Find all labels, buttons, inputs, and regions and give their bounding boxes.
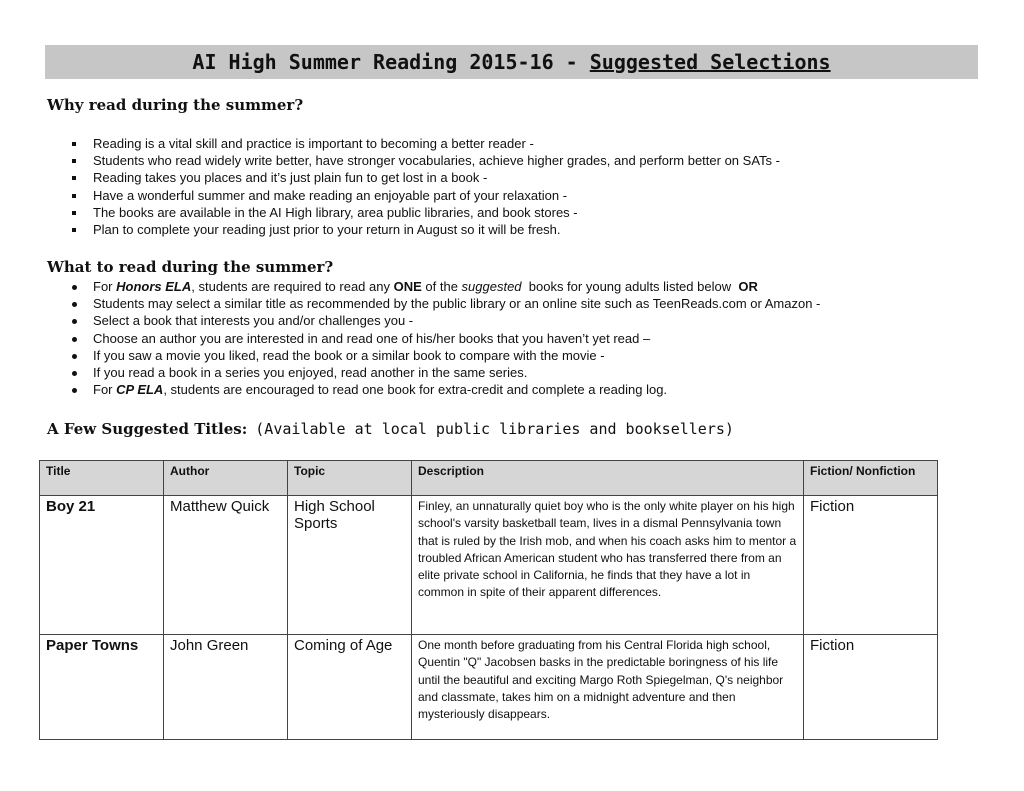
suggested-titles-heading	[47, 420, 734, 439]
table-row	[40, 496, 938, 635]
one-text: ONE	[393, 279, 422, 294]
book-table	[39, 460, 938, 740]
book-author: Matthew Quick	[164, 496, 288, 635]
column-header-description: Description	[412, 461, 804, 496]
document-title-underlined: Suggested Selections	[589, 50, 831, 74]
document-title: AI High Summer Reading 2015-16 -	[192, 50, 590, 74]
book-description: One month before graduating from his Central Florida high school, Quentin "Q" Jacobsen basks in the predictable boringness of his life until the beautiful and exciting Margo Roth Spiegelman, Q's neighbor and classmate, takes him on a midnight adventure and then mysteriously disappears.	[412, 635, 804, 740]
book-genre: Fiction	[804, 496, 938, 635]
why-heading: Why read during the summer?	[47, 96, 304, 114]
book-topic: High School Sports	[288, 496, 412, 635]
book-title: Paper Towns	[40, 635, 164, 740]
what-heading: What to read during the summer?	[47, 258, 334, 276]
document-title-bar	[45, 45, 978, 79]
book-genre: Fiction	[804, 635, 938, 740]
list-item	[72, 278, 820, 295]
list-item: Select a book that interests you and/or challenges you -	[72, 312, 820, 329]
table-row	[40, 635, 938, 740]
honors-ela-text: Honors ELA	[116, 279, 192, 294]
suggested-note: (Available at local public libraries and booksellers)	[255, 420, 734, 438]
list-item: Have a wonderful summer and make reading an enjoyable part of your relaxation -	[72, 187, 780, 204]
suggested-text: suggested	[461, 279, 522, 294]
list-item: The books are available in the AI High library, area public libraries, and book stores -	[72, 204, 780, 221]
what-list	[72, 278, 820, 398]
list-item: Plan to complete your reading just prior to your return in August so it will be fresh.	[72, 221, 780, 238]
list-item: Students who read widely write better, have stronger vocabularies, achieve higher grades, and perform better on SATs -	[72, 152, 780, 169]
list-item	[72, 381, 820, 398]
text-span: of the	[421, 279, 462, 294]
list-item: Students may select a similar title as recommended by the public library or an online site such as TeenReads.com or Amazon -	[72, 295, 820, 312]
list-item: Reading takes you places and it’s just plain fun to get lost in a book -	[72, 169, 780, 186]
why-list	[72, 135, 780, 238]
column-header-title: Title	[40, 461, 164, 496]
suggested-heading: A Few Suggested Titles:	[47, 420, 248, 438]
text-span: For	[93, 382, 117, 398]
column-header-author: Author	[164, 461, 288, 496]
book-topic: Coming of Age	[288, 635, 412, 740]
text-span: books for young adults listed below	[521, 279, 739, 294]
column-header-topic: Topic	[288, 461, 412, 496]
list-item: Choose an author you are interested in and read one of his/her books that you haven’t yet read –	[72, 330, 820, 347]
or-text: OR	[738, 279, 758, 294]
book-description: Finley, an unnaturally quiet boy who is the only white player on his high school's varsity basketball team, lives in a dismal Pennsylvania town that is ruled by the Irish mob, and when his coach asks him to mentor a troubled African American student who has transferred there from an elite private school in California, he finds that they have a lot in common in spite of their apparent differences.	[412, 496, 804, 635]
text-span: , students are encouraged to read one book for extra-credit and complete a reading log.	[163, 382, 668, 398]
book-title: Boy 21	[40, 496, 164, 635]
column-header-genre: Fiction/ Nonfiction	[804, 461, 938, 496]
book-author: John Green	[164, 635, 288, 740]
list-item: If you read a book in a series you enjoyed, read another in the same series.	[72, 364, 820, 381]
list-item: Reading is a vital skill and practice is important to becoming a better reader -	[72, 135, 780, 152]
text-span: For	[93, 279, 117, 294]
cp-ela-text: CP ELA	[116, 382, 164, 398]
text-span: , students are required to read any	[191, 279, 394, 294]
table-header-row	[40, 461, 938, 496]
list-item: If you saw a movie you liked, read the book or a similar book to compare with the movie -	[72, 347, 820, 364]
